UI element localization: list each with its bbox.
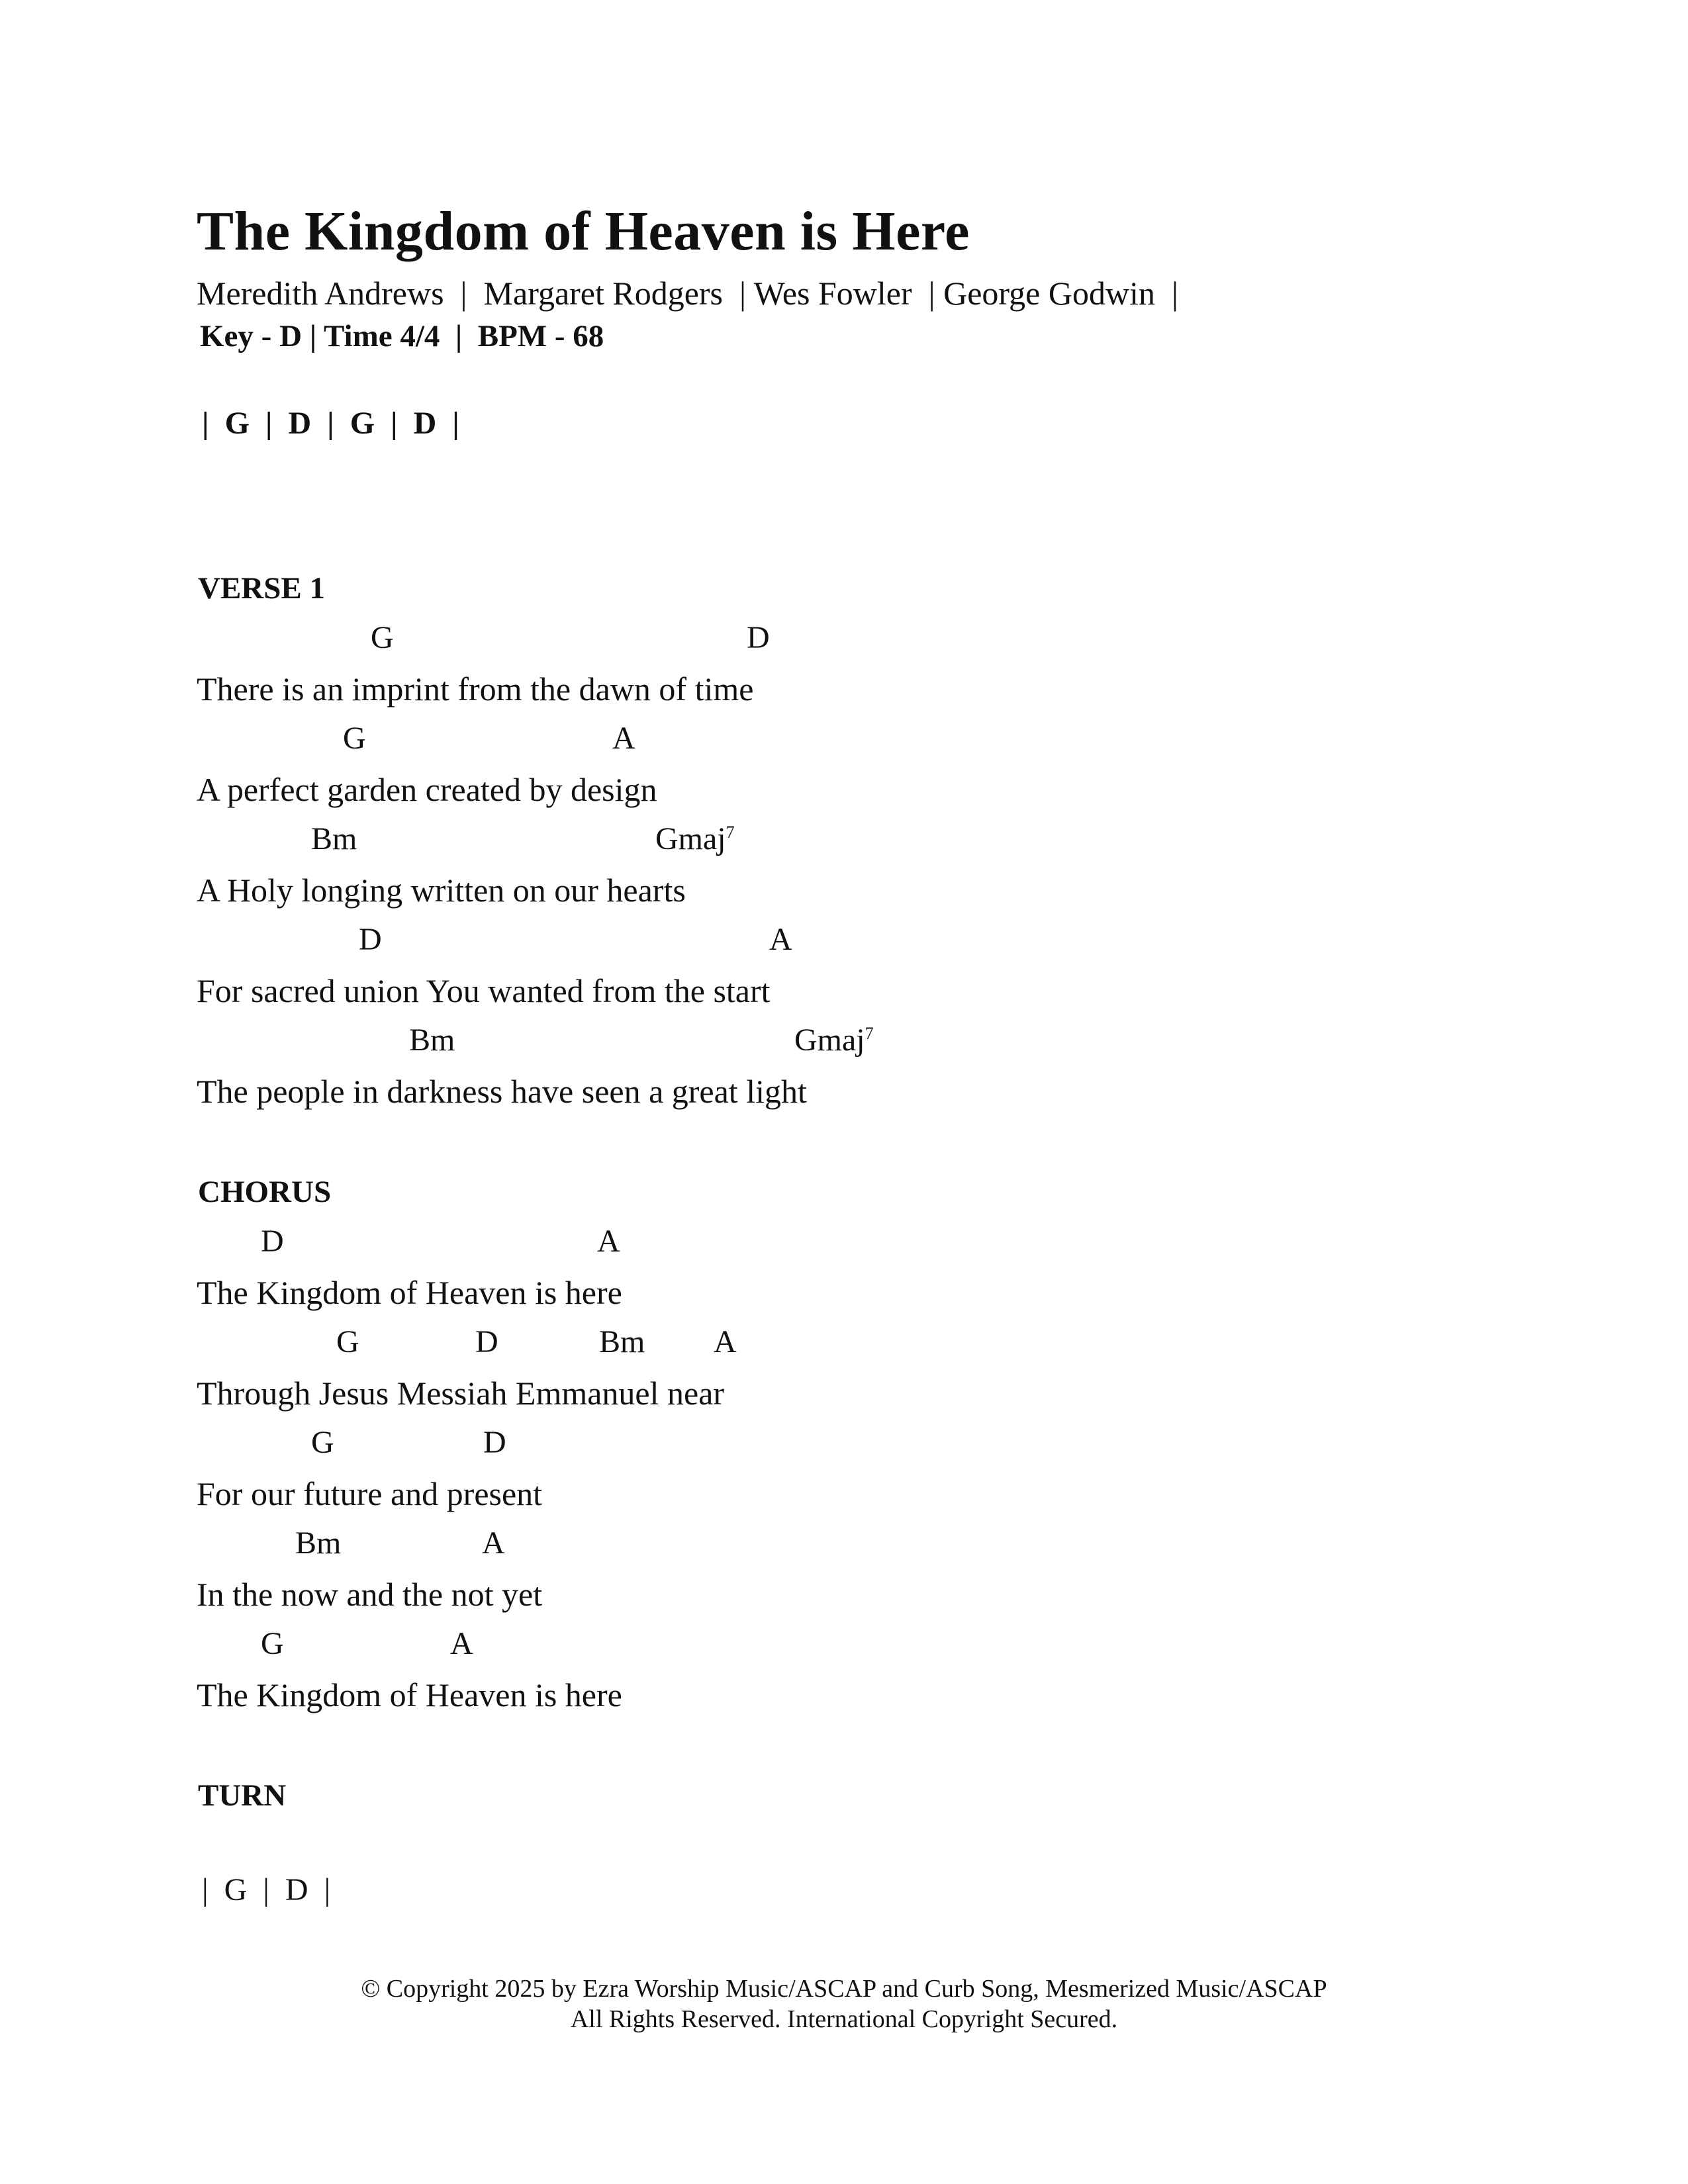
- chord: A: [450, 1626, 473, 1661]
- lyric-line: There is an imprint from the dawn of time: [197, 670, 754, 707]
- lyric-line: For our future and present: [197, 1475, 543, 1512]
- chord: Bm: [295, 1525, 342, 1561]
- section-label-verse-1: VERSE 1: [198, 571, 325, 606]
- chord-extension: 7: [726, 823, 735, 842]
- chord: G: [261, 1626, 284, 1661]
- chord: D: [483, 1425, 506, 1460]
- chord: A: [482, 1525, 505, 1561]
- lyric-line: In the now and the not yet: [197, 1576, 543, 1613]
- chord: G: [371, 620, 394, 655]
- lyric-line: A perfect garden created by design: [197, 771, 657, 808]
- chord: Bm: [311, 821, 357, 856]
- section-label-turn: TURN: [198, 1778, 287, 1813]
- chord: Bm: [599, 1324, 645, 1359]
- lyric-line: For sacred union You wanted from the start: [197, 972, 771, 1009]
- chord: D: [261, 1224, 284, 1259]
- lyric-line: Through Jesus Messiah Emmanuel near: [197, 1375, 725, 1412]
- songwriters: Meredith Andrews | Margaret Rodgers | Wes Fowler | George Godwin |: [197, 275, 1178, 312]
- song-title: The Kingdom of Heaven is Here: [197, 201, 970, 262]
- chord: G: [311, 1425, 334, 1460]
- section-label-chorus: CHORUS: [198, 1175, 332, 1209]
- lyric-line: The Kingdom of Heaven is here: [197, 1676, 622, 1713]
- turn-progression: | G | D |: [202, 1872, 331, 1907]
- lyric-line: The people in darkness have seen a great light: [197, 1073, 807, 1110]
- intro-progression: | G | D | G | D |: [202, 406, 459, 441]
- chord: D: [747, 620, 770, 655]
- chord: Gmaj$^7$: [794, 1023, 874, 1058]
- chord: D: [475, 1324, 498, 1359]
- lyric-line: The Kingdom of Heaven is here: [197, 1274, 622, 1311]
- chord: A: [769, 922, 792, 957]
- chord: G: [336, 1324, 359, 1359]
- chord: D: [359, 922, 382, 957]
- rights-notice: All Rights Reserved. International Copyright Secured.: [570, 2005, 1118, 2033]
- chord: Gmaj$^7$: [655, 821, 735, 856]
- lyric-line: A Holy longing written on our hearts: [197, 872, 686, 909]
- chord: Bm: [409, 1023, 455, 1058]
- song-meta: Key - D | Time 4/4 | BPM - 68: [200, 319, 604, 353]
- chord: A: [612, 721, 635, 756]
- copyright-notice: © Copyright 2025 by Ezra Worship Music/ASCAP and Curb Song, Mesmerized Music/ASCAP: [361, 1975, 1327, 2003]
- chord: A: [597, 1224, 620, 1259]
- chord: A: [714, 1324, 737, 1359]
- chord: G: [343, 721, 366, 756]
- chord-extension: 7: [865, 1024, 874, 1043]
